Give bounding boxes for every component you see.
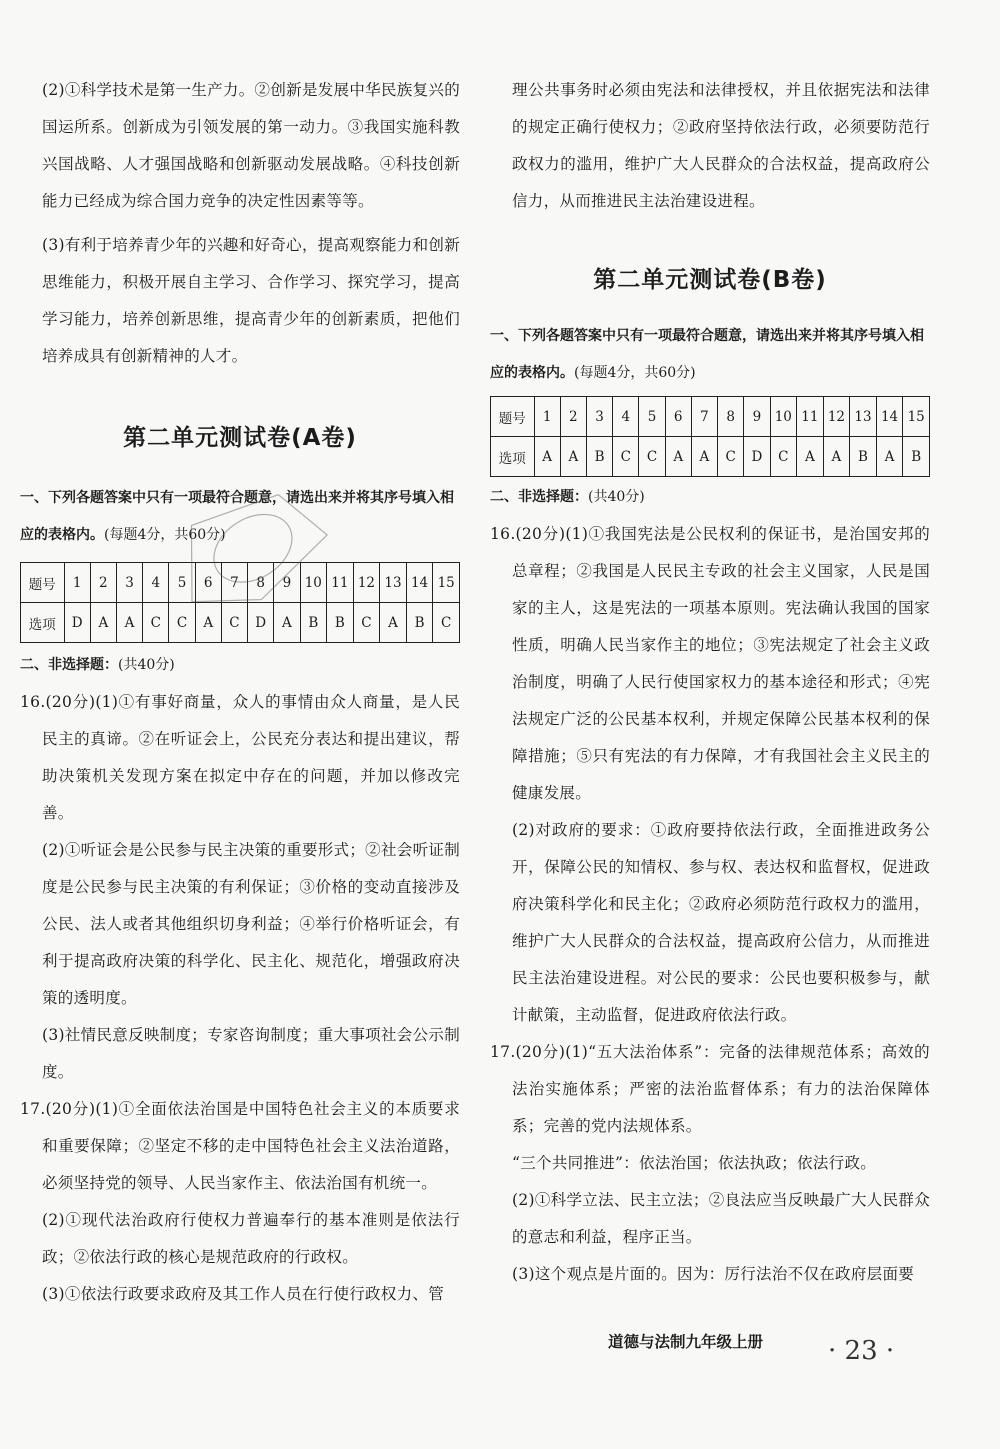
question-number-cell: 10 <box>770 397 797 437</box>
question-heading <box>20 647 460 684</box>
answer-cell: D <box>64 603 90 643</box>
answer-cell: C <box>639 437 665 477</box>
answer-table-b <box>490 396 930 477</box>
paragraph: (3)有利于培养青少年的兴趣和好奇心，提高观察能力和创新思维能力，积极开展自主学习、合作学习、探究学习，提高学习能力，培养创新思维，提高青少年的创新素质，把他们培养成具有创新精神的人才。 <box>42 236 460 365</box>
question-number-cell: 12 <box>823 397 850 437</box>
question-number-cell: 8 <box>718 397 744 437</box>
paragraph: 理公共事务时必须由宪法和法律授权，并且依据宪法和法律的规定正确行使权力；②政府坚持依法行政，必须要防范行政权力的滥用，维护广大人民群众的合法权益，提高政府公信力，从而推进民主法治建设进程。 <box>512 81 930 210</box>
answer-cell: A <box>274 603 300 643</box>
question-number-cell: 14 <box>406 563 433 603</box>
question-number-cell: 9 <box>274 563 300 603</box>
question-number-cell: 15 <box>433 563 460 603</box>
answer-cell: B <box>850 437 877 477</box>
question-heading-text: 一、下列各题答案中只有一项最符合题意，请选出来并将其序号填入相应的表格内。 <box>490 328 924 381</box>
question-number-cell: 8 <box>248 563 274 603</box>
question-number-cell: 4 <box>613 397 639 437</box>
question-note: (共40分) <box>118 657 175 673</box>
answer-cell: C <box>613 437 639 477</box>
question-number-cell: 12 <box>353 563 380 603</box>
question-number-cell: 2 <box>90 563 116 603</box>
answer-cell: A <box>691 437 717 477</box>
table-label: 题号 <box>21 563 65 603</box>
question-number-cell: 14 <box>876 397 903 437</box>
question-number-cell: 5 <box>639 397 665 437</box>
answer-cell: D <box>744 437 770 477</box>
table-label: 选项 <box>491 437 535 477</box>
paragraph: (3)这个观点是片面的。因为：厉行法治不仅在政府层面要 <box>512 1265 915 1283</box>
paragraph: 17.(20分)(1)①全面依法治国是中国特色社会主义的本质要求和重要保障；②坚定不移的走中国特色社会主义法治道路，必须坚持党的领导、人民当家作主、依法治国有机统一。 <box>20 1100 460 1192</box>
answer-cell: C <box>169 603 195 643</box>
answer-cell: C <box>143 603 169 643</box>
answer-cell: C <box>770 437 797 477</box>
paragraph: (2)对政府的要求：①政府要持依法行政，全面推进政务公开，保障公民的知情权、参与权、表达权和监督权，促进政府决策科学化和民主化；②政府必须防范行政权力的滥用，维护广大人民群众的合法权益，提高政府公信力，从而推进民主法治建设进程。对公民的要求：公民也要积极参与，献计献策，主动监督，促进政府依法行政。 <box>512 821 930 1024</box>
question-note: (每题4分，共60分) <box>104 527 226 543</box>
book-title: 道德与法制九年级上册 <box>608 1332 764 1351</box>
paragraph: (2)①科学技术是第一生产力。②创新是发展中华民族复兴的国运所系。创新成为引领发展的第一动力。③我国实施科教兴国战略、人才强国战略和创新驱动发展战略。④科技创新能力已经成为综合国力竞争的决定性因素等等。 <box>42 81 460 210</box>
table-row-numbers <box>491 397 930 437</box>
answer-cell: B <box>406 603 433 643</box>
answer-cell: A <box>534 437 560 477</box>
question-number-cell: 10 <box>300 563 327 603</box>
question-number-cell: 5 <box>169 563 195 603</box>
page-number: · 23 · <box>828 1336 895 1366</box>
paragraph: 16.(20分)(1)①我国宪法是公民权利的保证书，是治国安邦的总章程；②我国是人民民主专政的社会主义国家，人民是国家的主人，这是宪法的一项基本原则。宪法确认我国的国家性质，明确人民当家作主的地位；③宪法规定了社会主义政治制度，明确了人民行使国家权力的基本途径和形式；④宪法规定广泛的公民基本权利，并规定保障公民基本权利的保障措施；⑤只有宪法的有力保障，才有我国社会主义民主的健康发展。 <box>490 525 930 802</box>
answer-cell: A <box>823 437 850 477</box>
question-heading <box>490 318 930 392</box>
question-number-cell: 4 <box>143 563 169 603</box>
question-number-cell: 3 <box>586 397 612 437</box>
question-number-cell: 13 <box>380 563 407 603</box>
question-number-cell: 13 <box>850 397 877 437</box>
answer-cell: A <box>560 437 586 477</box>
watermark-stamp-icon <box>150 470 340 620</box>
question-number-cell: 1 <box>64 563 90 603</box>
table-label: 选项 <box>21 603 65 643</box>
question-number-cell: 3 <box>116 563 142 603</box>
left-column <box>20 72 460 1313</box>
answer-cell: A <box>797 437 824 477</box>
answer-cell: A <box>380 603 407 643</box>
question-heading-text: 二、非选择题： <box>20 657 118 673</box>
answer-cell: B <box>327 603 354 643</box>
right-column <box>490 72 930 1293</box>
question-heading-text: 一、下列各题答案中只有一项最符合题意，请选出来并将其序号填入相应的表格内。 <box>20 490 454 543</box>
section-title-b: 第二单元测试卷(B卷) <box>593 267 827 293</box>
question-number-cell: 6 <box>195 563 221 603</box>
table-label: 题号 <box>491 397 535 437</box>
section-title-a: 第二单元测试卷(A卷) <box>123 425 357 451</box>
table-row-answers <box>491 437 930 477</box>
paragraph: (2)①现代法治政府行使权力普遍奉行的基本准则是依法行政；②依法行政的核心是规范政府的行政权。 <box>42 1211 460 1266</box>
question-number-cell: 15 <box>903 397 930 437</box>
answer-cell: C <box>353 603 380 643</box>
answer-cell: D <box>248 603 274 643</box>
answer-cell: C <box>221 603 247 643</box>
question-number-cell: 11 <box>797 397 824 437</box>
answer-cell: C <box>433 603 460 643</box>
paragraph: 17.(20分)(1)“五大法治体系”：完备的法律规范体系；高效的法治实施体系；严密的法治监督体系；有力的法治保障体系；完善的党内法规体系。 <box>490 1043 930 1135</box>
answer-cell: B <box>903 437 930 477</box>
question-number-cell: 2 <box>560 397 586 437</box>
answer-cell: C <box>718 437 744 477</box>
question-note: (共40分) <box>588 489 645 505</box>
paragraph: “三个共同推进”：依法治国；依法执政；依法行政。 <box>512 1154 877 1172</box>
answer-cell: B <box>300 603 327 643</box>
paragraph: 16.(20分)(1)①有事好商量，众人的事情由众人商量，是人民民主的真谛。②在听证会上，公民充分表达和提出建议，帮助决策机关发现方案在拟定中存在的问题，并加以修改完善。 <box>20 693 460 822</box>
answer-cell: A <box>195 603 221 643</box>
question-heading-text: 二、非选择题： <box>490 489 588 505</box>
question-number-cell: 6 <box>665 397 691 437</box>
question-number-cell: 11 <box>327 563 354 603</box>
question-number-cell: 9 <box>744 397 770 437</box>
question-note: (每题4分，共60分) <box>574 365 696 381</box>
paragraph: (2)①科学立法、民主立法；②良法应当反映最广大人民群众的意志和利益，程序正当。 <box>512 1191 930 1246</box>
answer-cell: A <box>90 603 116 643</box>
question-number-cell: 7 <box>221 563 247 603</box>
question-heading <box>490 479 930 516</box>
question-number-cell: 7 <box>691 397 717 437</box>
paragraph: (3)①依法行政要求政府及其工作人员在行使行政权力、管 <box>42 1285 445 1303</box>
paragraph: (3)社情民意反映制度；专家咨询制度；重大事项社会公示制度。 <box>42 1026 460 1081</box>
answer-cell: A <box>876 437 903 477</box>
answer-cell: A <box>665 437 691 477</box>
paragraph: (2)①听证会是公民参与民主决策的重要形式；②社会听证制度是公民参与民主决策的有利保证；③价格的变动直接涉及公民、法人或者其他组织切身利益；④举行价格听证会，有利于提高政府决策的科学化、民主化、规范化，增强政府决策的透明度。 <box>42 841 460 1007</box>
question-number-cell: 1 <box>534 397 560 437</box>
answer-cell: A <box>116 603 142 643</box>
answer-cell: B <box>586 437 612 477</box>
